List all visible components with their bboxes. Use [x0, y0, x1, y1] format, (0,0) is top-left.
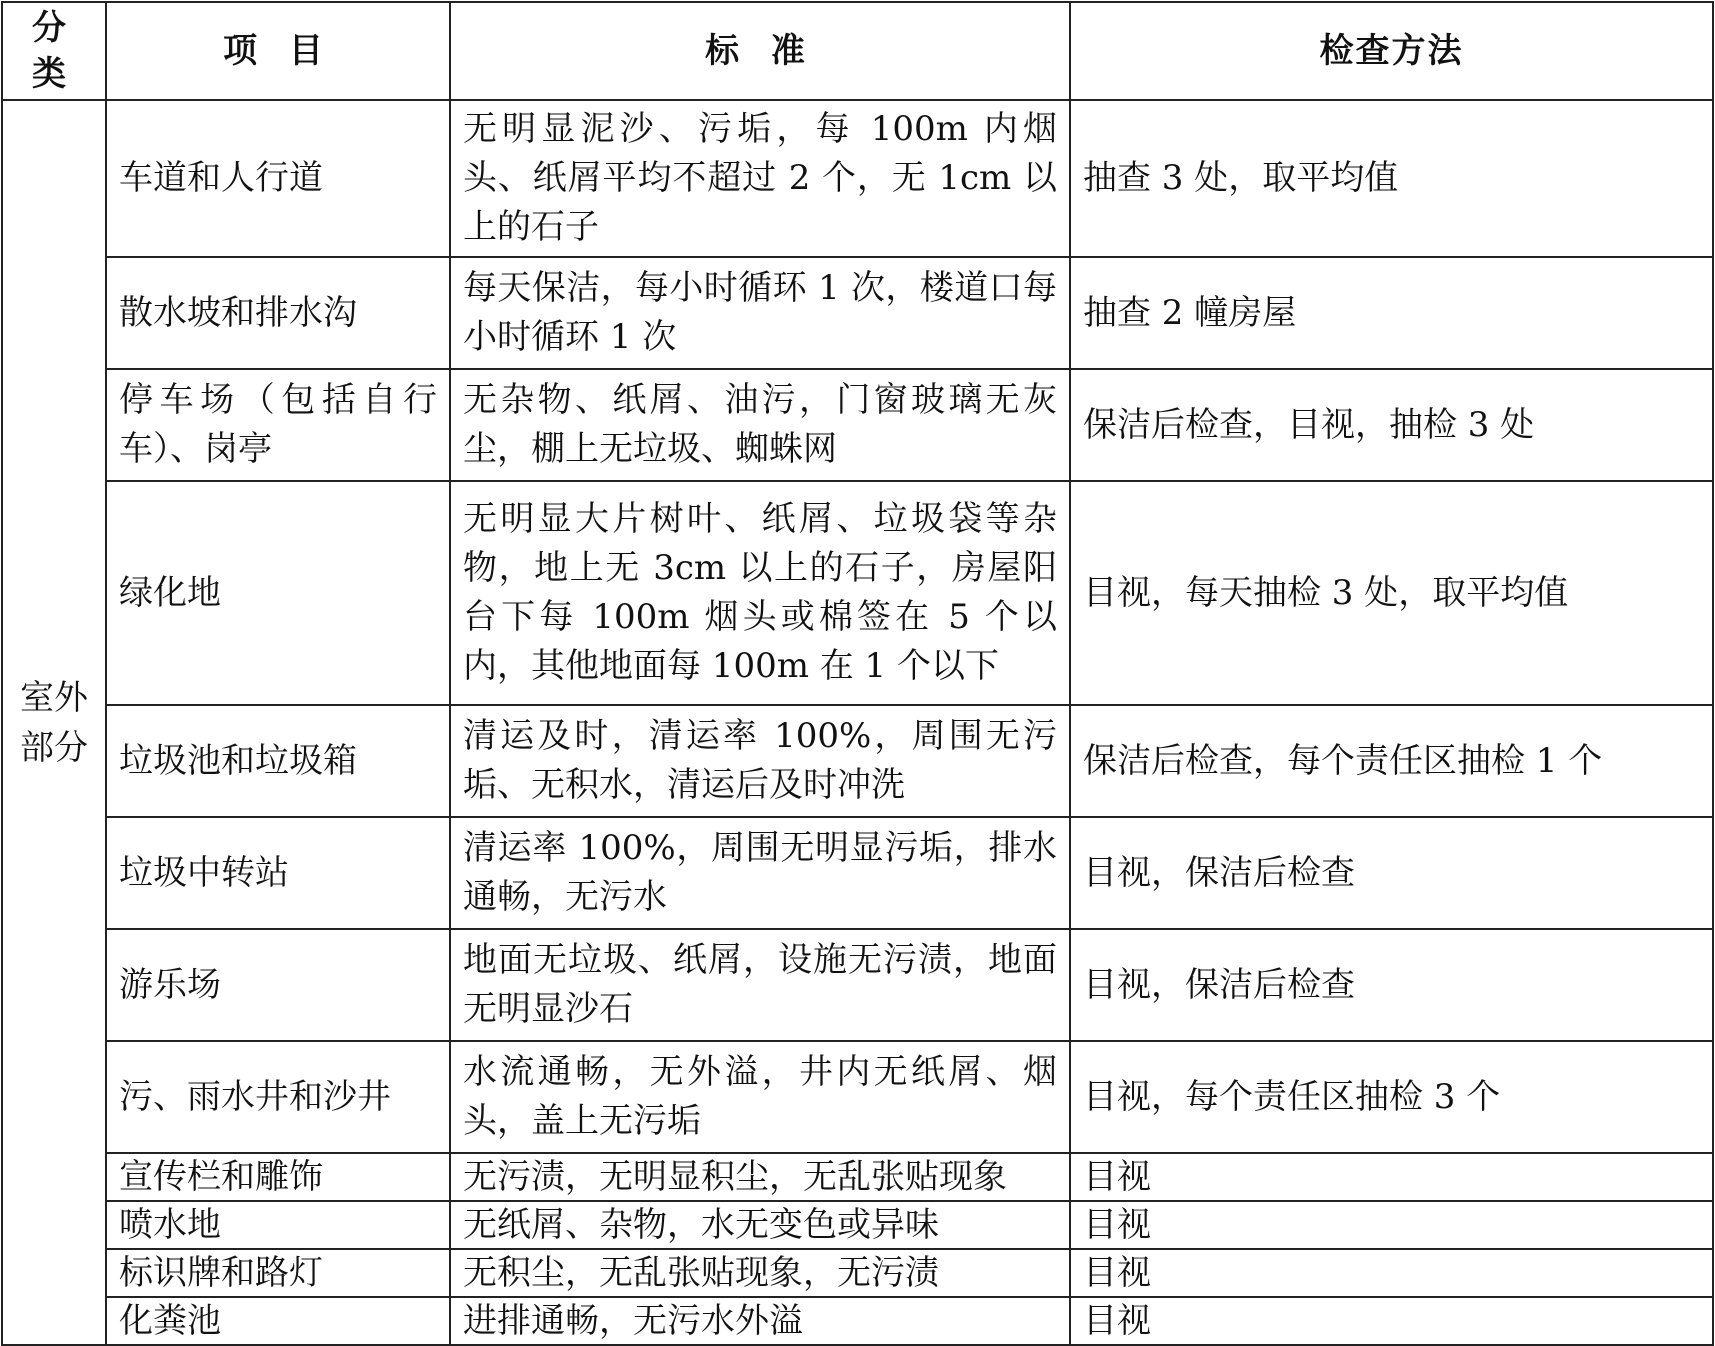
standard-cell: 水流通畅，无外溢，井内无纸屑、烟头，盖上无污垢 — [450, 1041, 1070, 1153]
method-cell: 抽查 3 处，取平均值 — [1070, 100, 1713, 257]
header-row — [2, 2, 1713, 100]
standard-cell: 地面无垃圾、纸屑，设施无污渍，地面无明显沙石 — [450, 929, 1070, 1041]
table-row — [2, 1249, 1713, 1297]
table-row — [2, 481, 1713, 705]
item-cell: 污、雨水井和沙井 — [106, 1041, 450, 1153]
item-cell: 停车场（包括自行车）、岗亭 — [106, 369, 450, 481]
table-row — [2, 705, 1713, 817]
item-cell: 化粪池 — [106, 1297, 450, 1345]
standard-cell: 无明显泥沙、污垢，每 100m 内烟头、纸屑平均不超过 2 个，无 1cm 以上的石子 — [450, 100, 1070, 257]
header-category: 分 类 — [2, 2, 106, 100]
item-cell: 绿化地 — [106, 481, 450, 705]
item-cell: 垃圾池和垃圾箱 — [106, 705, 450, 817]
table-row — [2, 1201, 1713, 1249]
method-cell: 目视 — [1070, 1153, 1713, 1201]
standard-cell: 清运及时，清运率 100%，周围无污垢、无积水，清运后及时冲洗 — [450, 705, 1070, 817]
method-cell: 目视，保洁后检查 — [1070, 929, 1713, 1041]
method-cell: 目视，每天抽检 3 处，取平均值 — [1070, 481, 1713, 705]
standard-cell: 清运率 100%，周围无明显污垢，排水通畅，无污水 — [450, 817, 1070, 929]
standard-cell: 每天保洁，每小时循环 1 次，楼道口每小时循环 1 次 — [450, 257, 1070, 369]
method-cell: 目视，每个责任区抽检 3 个 — [1070, 1041, 1713, 1153]
method-cell: 目视 — [1070, 1201, 1713, 1249]
table-row — [2, 100, 1713, 257]
table-row — [2, 1041, 1713, 1153]
standard-cell: 无杂物、纸屑、油污，门窗玻璃无灰尘，棚上无垃圾、蜘蛛网 — [450, 369, 1070, 481]
method-cell: 目视 — [1070, 1297, 1713, 1345]
standard-cell: 进排通畅，无污水外溢 — [450, 1297, 1070, 1345]
inspection-standards-table — [1, 1, 1714, 1346]
header-method: 检查方法 — [1070, 2, 1713, 100]
category-line-2: 部分 — [20, 727, 88, 768]
table-row — [2, 817, 1713, 929]
header-item: 项 目 — [106, 2, 450, 100]
method-cell: 抽查 2 幢房屋 — [1070, 257, 1713, 369]
item-cell: 喷水地 — [106, 1201, 450, 1249]
category-cell — [2, 100, 106, 1345]
standard-cell: 无明显大片树叶、纸屑、垃圾袋等杂物，地上无 3cm 以上的石子，房屋阳台下每 100m 烟头或棉签在 5 个以内，其他地面每 100m 在 1 个以下 — [450, 481, 1070, 705]
item-cell: 宣传栏和雕饰 — [106, 1153, 450, 1201]
method-cell: 目视，保洁后检查 — [1070, 817, 1713, 929]
item-cell: 散水坡和排水沟 — [106, 257, 450, 369]
table-row — [2, 369, 1713, 481]
method-cell: 目视 — [1070, 1249, 1713, 1297]
method-cell: 保洁后检查，目视，抽检 3 处 — [1070, 369, 1713, 481]
item-cell: 标识牌和路灯 — [106, 1249, 450, 1297]
item-cell: 垃圾中转站 — [106, 817, 450, 929]
category-line-1: 室外 — [20, 677, 88, 718]
method-cell: 保洁后检查，每个责任区抽检 1 个 — [1070, 705, 1713, 817]
table-row — [2, 257, 1713, 369]
item-cell: 车道和人行道 — [106, 100, 450, 257]
table-row — [2, 1297, 1713, 1345]
standard-cell: 无污渍，无明显积尘，无乱张贴现象 — [450, 1153, 1070, 1201]
standard-cell: 无纸屑、杂物，水无变色或异味 — [450, 1201, 1070, 1249]
table-row — [2, 929, 1713, 1041]
header-standard: 标 准 — [450, 2, 1070, 100]
table-row — [2, 1153, 1713, 1201]
item-cell: 游乐场 — [106, 929, 450, 1041]
standard-cell: 无积尘，无乱张贴现象，无污渍 — [450, 1249, 1070, 1297]
